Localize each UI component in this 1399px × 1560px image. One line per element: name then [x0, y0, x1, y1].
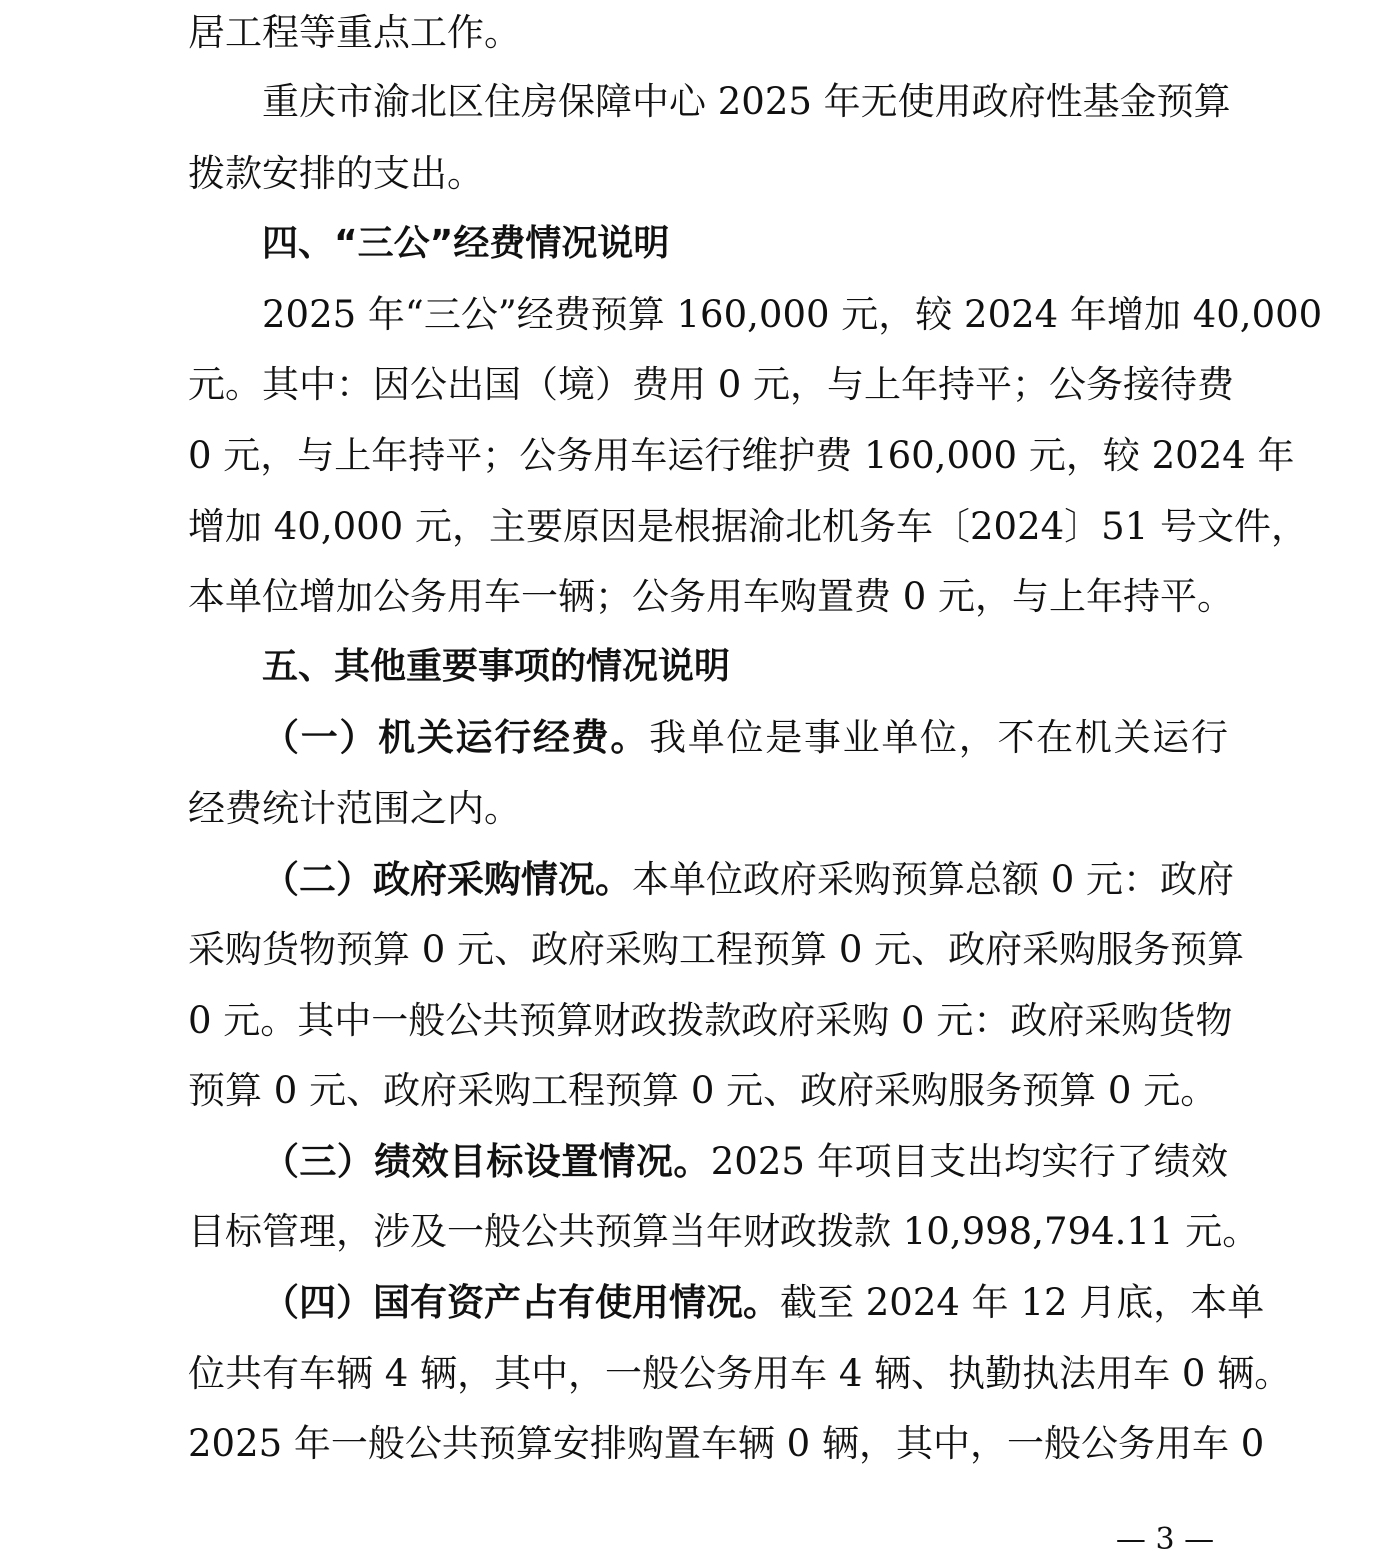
subsection-heading: （四）国有资产占有使用情况。	[262, 1281, 780, 1324]
text-line: 拨款安排的支出。	[188, 152, 484, 195]
text-line: 2025 年一般公共预算安排购置车辆 0 辆，其中，一般公务用车 0	[188, 1422, 1265, 1465]
section-heading-5: 五、其他重要事项的情况说明	[262, 646, 731, 687]
text-line: 本单位增加公务用车一辆；公务用车购置费 0 元，与上年持平。	[188, 575, 1235, 618]
subsection-line	[262, 855, 1235, 905]
subsection-text: 截至 2024 年 12 月底，本单	[780, 1281, 1265, 1324]
text-line: 0 元，与上年持平；公务用车运行维护费 160,000 元，较 2024 年	[188, 434, 1295, 477]
text-line: 位共有车辆 4 辆，其中，一般公务用车 4 辆、执勤执法用车 0 辆。	[188, 1352, 1292, 1395]
subsection-line	[262, 713, 1228, 763]
subsection-text: 2025 年项目支出均实行了绩效	[710, 1140, 1228, 1183]
text-line: 居工程等重点工作。	[188, 11, 521, 54]
text-line: 元。其中：因公出国（境）费用 0 元，与上年持平；公务接待费	[188, 363, 1235, 406]
text-line: 2025 年“三公”经费预算 160,000 元，较 2024 年增加 40,000	[262, 293, 1323, 336]
page-number: — 3 —	[1115, 1522, 1215, 1557]
text-line: 增加 40,000 元，主要原因是根据渝北机务车〔2024〕51 号文件，	[188, 505, 1308, 548]
text-line: 重庆市渝北区住房保障中心 2025 年无使用政府性基金预算	[262, 80, 1231, 123]
text-line: 采购货物预算 0 元、政府采购工程预算 0 元、政府采购服务预算	[188, 928, 1245, 971]
subsection-line	[262, 1278, 1265, 1328]
text-line: 预算 0 元、政府采购工程预算 0 元、政府采购服务预算 0 元。	[188, 1069, 1218, 1112]
text-line: 经费统计范围之内。	[188, 787, 521, 830]
subsection-text: 本单位政府采购预算总额 0 元：政府	[632, 858, 1235, 901]
subsection-heading: （三）绩效目标设置情况。	[262, 1140, 711, 1183]
subsection-heading: （二）政府采购情况。	[262, 858, 632, 901]
subsection-heading: （一）机关运行经费。	[262, 716, 650, 759]
section-heading-4: 四、“三公”经费情况说明	[262, 223, 670, 264]
subsection-line	[262, 1137, 1228, 1187]
subsection-text: 我单位是事业单位，不在机关运行	[649, 716, 1229, 759]
text-line: 0 元。其中一般公共预算财政拨款政府采购 0 元：政府采购货物	[188, 999, 1233, 1042]
text-line: 目标管理，涉及一般公共预算当年财政拨款 10,998,794.11 元。	[188, 1210, 1260, 1253]
